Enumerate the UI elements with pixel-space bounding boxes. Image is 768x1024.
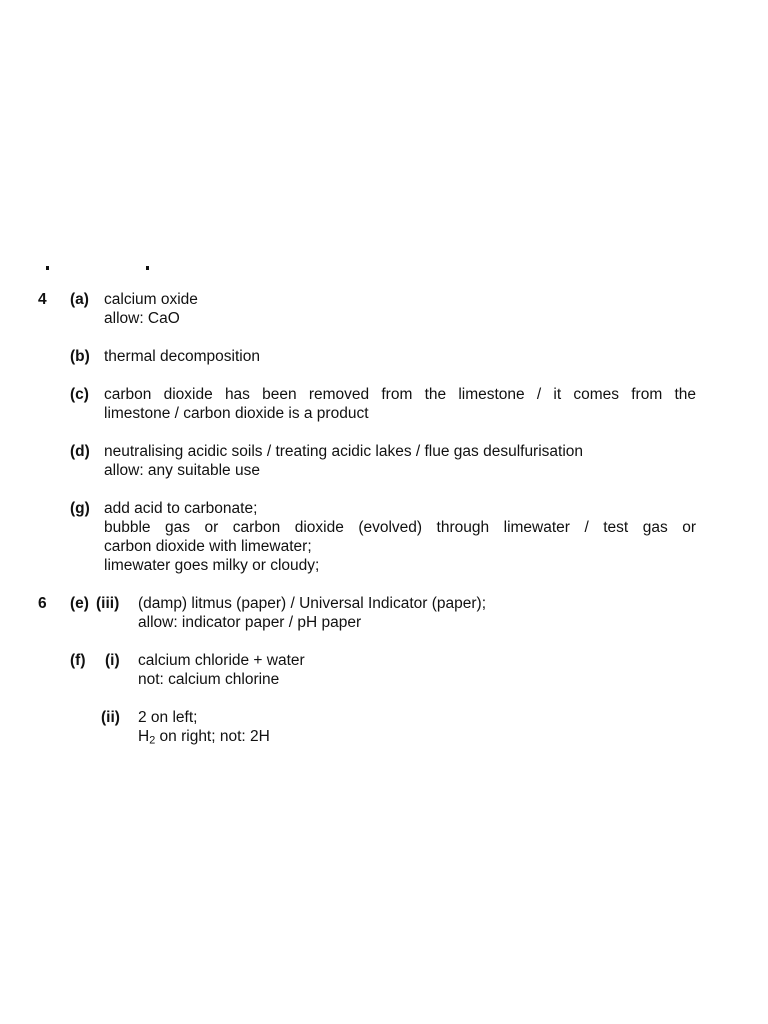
part-label-e: (e) [70, 595, 89, 612]
subpart-label-ii: (ii) [101, 709, 120, 726]
answer-line: (damp) litmus (paper) / Universal Indicator (paper); [138, 595, 487, 612]
scan-mark-right [146, 266, 149, 270]
answer-line: bubble gas or carbon dioxide (evolved) through limewater / test gas or [104, 519, 696, 536]
part-label-d: (d) [70, 443, 90, 460]
formula-rest: on right; not: 2H [155, 728, 270, 745]
answer-line: calcium oxide [104, 291, 198, 308]
answer-line: limestone / carbon dioxide is a product [104, 405, 369, 422]
part-label-a: (a) [70, 291, 89, 308]
part-label-f: (f) [70, 652, 86, 669]
answer-line: neutralising acidic soils / treating acidic lakes / flue gas desulfurisation [104, 443, 584, 460]
answer-line: 2 on left; [138, 709, 198, 726]
answer-line: calcium chloride + water [138, 652, 305, 669]
answer-line: carbon dioxide has been removed from the limestone / it comes from the [104, 386, 696, 403]
scan-mark-left [46, 266, 49, 270]
part-label-c: (c) [70, 386, 89, 403]
answer-line-formula [138, 727, 270, 746]
answer-line: allow: indicator paper / pH paper [138, 614, 362, 631]
answer-line: limewater goes milky or cloudy; [104, 557, 320, 574]
part-label-b: (b) [70, 348, 90, 365]
part-label-g: (g) [70, 500, 90, 517]
formula-element: H [138, 728, 150, 745]
subpart-label-iii: (iii) [96, 595, 120, 612]
answer-line: not: calcium chlorine [138, 671, 280, 688]
subpart-label-i: (i) [105, 652, 120, 669]
formula-subscript: 2 [149, 734, 156, 747]
question-number: 4 [38, 291, 47, 308]
question-number: 6 [38, 595, 47, 612]
answer-line: add acid to carbonate; [104, 500, 258, 517]
answer-line: thermal decomposition [104, 348, 260, 365]
answer-line: carbon dioxide with limewater; [104, 538, 312, 555]
answer-line: allow: any suitable use [104, 462, 260, 479]
answer-line: allow: CaO [104, 310, 180, 327]
